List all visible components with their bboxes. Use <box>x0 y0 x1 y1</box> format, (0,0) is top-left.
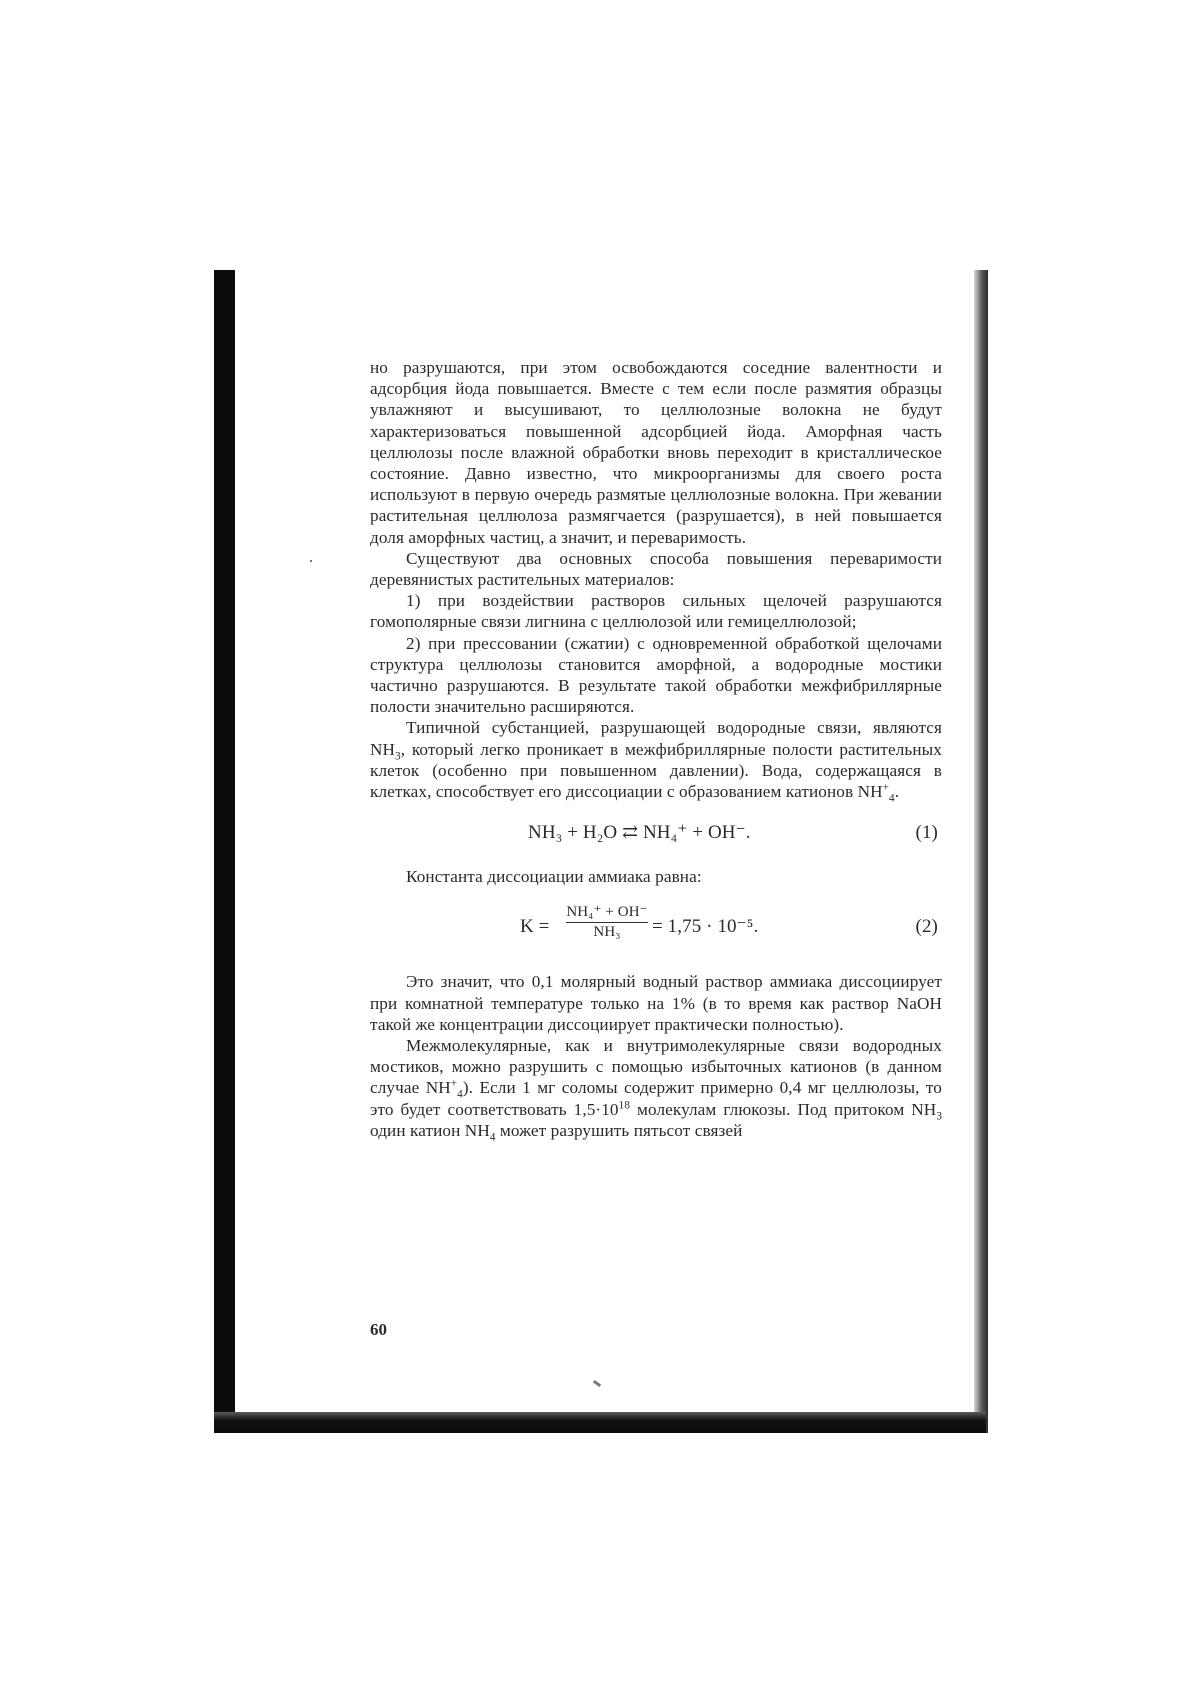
scan-border-bottom <box>214 1412 986 1433</box>
fraction-denominator: NH₃ <box>593 924 621 941</box>
equation-rhs: = 1,75 · 10⁻⁵. <box>652 916 759 938</box>
equation-number: (1) <box>915 822 938 844</box>
equation-lhs: K = <box>520 916 550 938</box>
paragraph: Это значит, что 0,1 молярный водный раствор аммиака диссоциирует при комнатной температуре только на 1% (в то время как раствор NaOH такой же концентрации диссоциирует практически полностью). <box>370 972 942 1034</box>
equation-1 <box>370 816 942 850</box>
paragraph: но разрушаются, при этом освобождаются соседние валентности и адсорбция йода повышается. Вместе с тем если после размятия образцы увлажняют и высушивают, то целлюлозные волокна не будут характеризоваться повышенной адсорбцией йода. Аморфная часть целлюлозы после влажной обработки вновь переходит в кристаллическое состояние. Давно известно, что микроорганизмы для своего роста используют в первую очередь размятые целлюлозные волокна. При жевании растительная целлюлоза размягчается (разрушается), в ней повышается доля аморфных частиц, а значит, и переваримость. <box>370 358 942 547</box>
equation-2 <box>370 903 942 949</box>
fraction <box>566 903 648 941</box>
scan-speck <box>593 1380 601 1387</box>
scan-speck <box>310 560 312 562</box>
paragraph: Константа диссоциации аммиака равна: <box>406 867 702 887</box>
fraction-numerator: NH₄⁺ + OH⁻ <box>566 903 648 923</box>
list-item: 1) при воздействии растворов сильных щелочей разрушаются гомополярные связи лигнина с целлюлозой или гемицеллюлозой; <box>370 591 942 632</box>
equation-number: (2) <box>915 916 938 938</box>
list-item: 2) при прессовании (сжатии) с одновременной обработкой щелочами структура целлюлозы становится аморфной, а водородные мостики частично разрушаются. В результате такой обработки межфибриллярные полости значительно расширяются. <box>370 633 942 717</box>
paragraph: Существуют два основных способа повышения переваримости деревянистых растительных материалов: <box>370 548 942 590</box>
scan-border-left <box>214 270 235 1433</box>
scan-border-right <box>974 270 988 1433</box>
page-number: 60 <box>370 1320 387 1339</box>
page-text <box>370 357 943 1144</box>
paragraph: Межмолекулярные, как и внутримолекулярные связи водородных мостиков, можно разрушить с помощью избыточных катионов (в данном случае $NH^+_4$). Если 1 мг соломы содержит примерно 0,4 мг целлюлозы, то это будет соответствовать $1,5\cdot 10^{18}$ молекулам глюкозы. Под притоком $NH_3$ один катион $NH_4$ может разрушить пятьсот связей <box>370 1036 943 1144</box>
paragraph: Типичной субстанцией, разрушающей водородные связи, являются $NH_3$, который легко проникает в межфибриллярные полости растительных клеток (особенно при повышенном давлении). Вода, содержащаяся в клетках, способствует его диссоциации с образованием катионов $NH^+_4$. <box>370 718 942 805</box>
equation-expression: NH₃ + H₂O ⇄ NH₄⁺ + OH⁻. <box>528 822 751 844</box>
